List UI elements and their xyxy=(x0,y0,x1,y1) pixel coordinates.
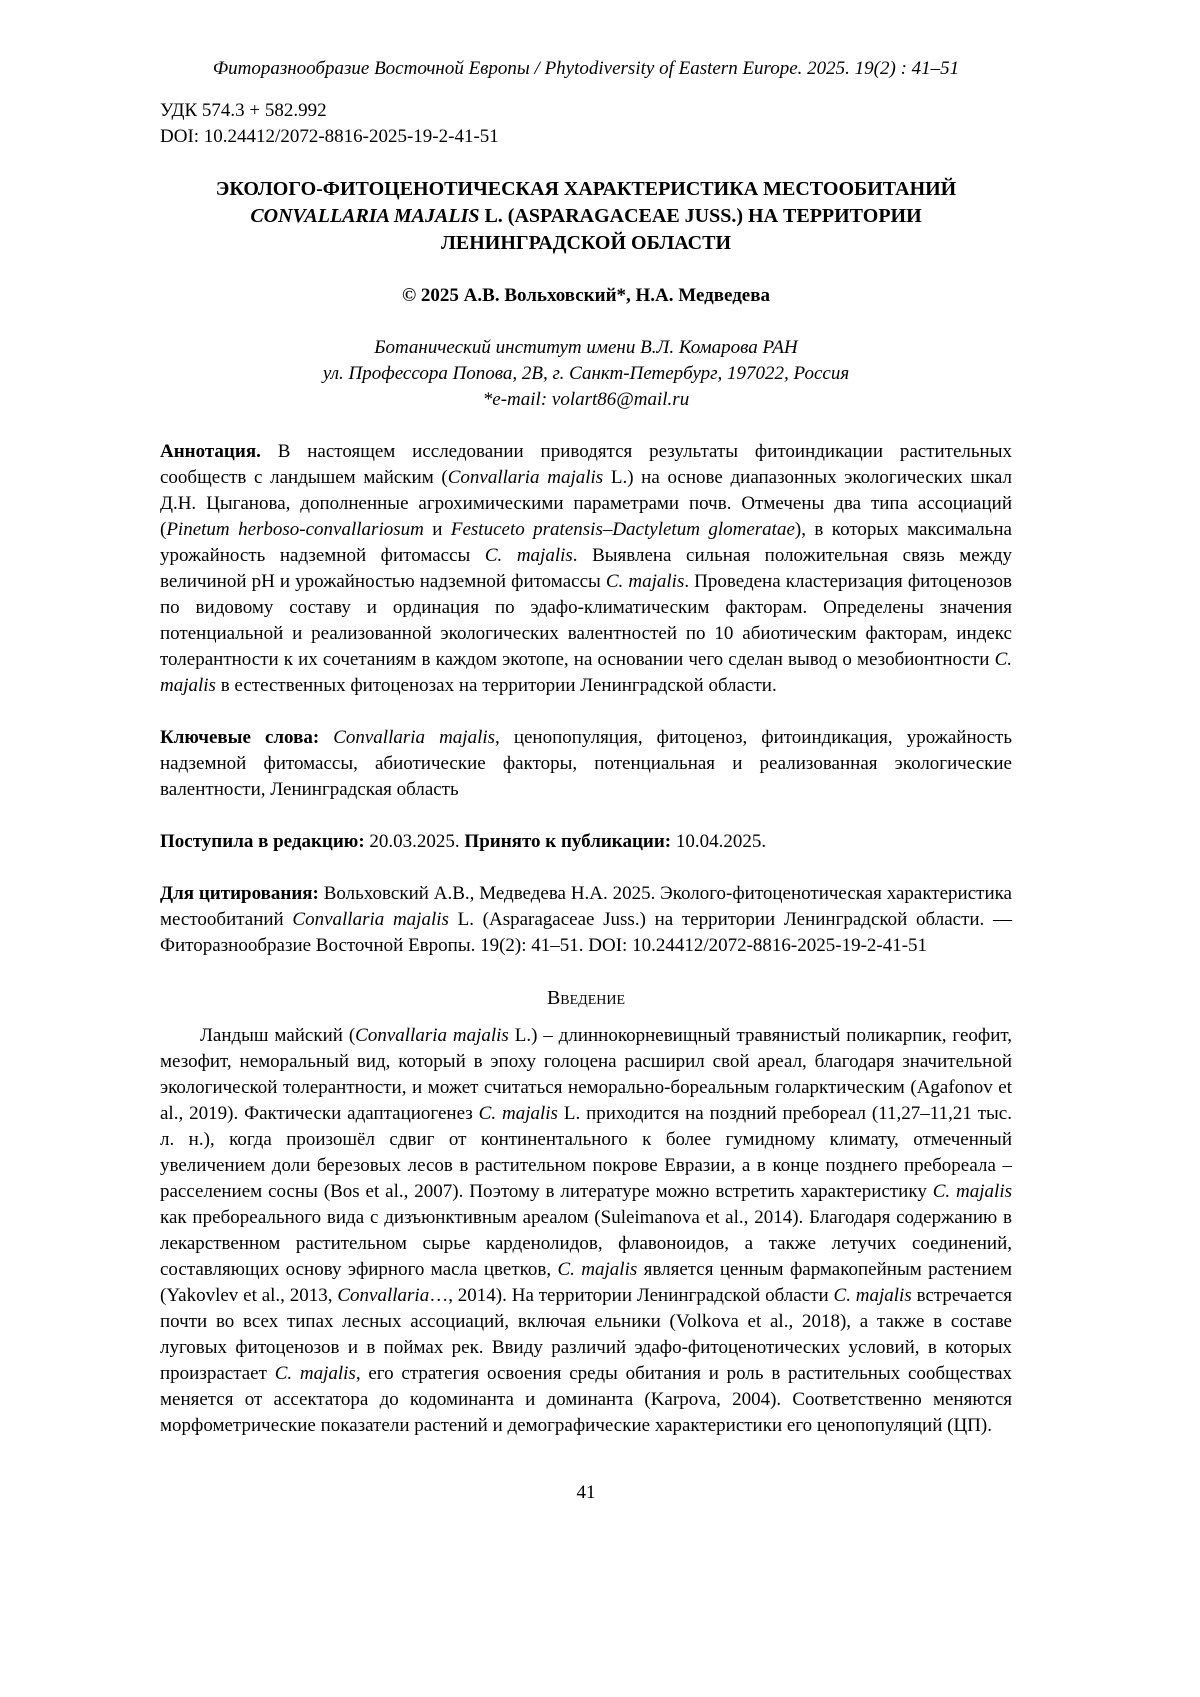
abstract-paragraph: Аннотация. В настоящем исследовании приводятся результаты фитоиндикации растительных сообществ с ландышем майским (Convallaria majalis L.) на основе диапазонных экологических шкал Д.Н. Цыганова, дополненные агрохимическими параметрами почв. Отмечены два типа ассоциаций (Pinetum herboso-convallariosum и Festuceto pratensis–Dactyletum glomeratae), в которых максимальна урожайность надземной фитомассы C. majalis. Выявлена сильная положительная связь между величиной pH и урожайностью надземной фитомассы C. majalis. Проведена кластеризация фитоценозов по видовому составу и ординация по эдафо-климатическим факторам. Определены значения потенциальной и реализованной экологических валентностей по 10 абиотическим факторам, индекс толерантности к их сочетаниям в каждом экотопе, на основании чего сделан вывод о мезобионтности C. majalis в естественных фитоценозах на территории Ленинградской области. xyxy=(160,441,1013,696)
authors-line: © 2025 А.В. Вольховский*, Н.А. Медведева xyxy=(401,285,770,306)
citation-paragraph: Для цитирования: Вольховский А.В., Медведева Н.А. 2025. Эколого-фитоценотическая характеристика местообитаний Convallaria majalis L. (Asparagaceae Juss.) на территории Ленинградской области. — Фиторазнообразие Восточной Европы. 19(2): 41–51. DOI: 10.24412/2072-8816-2025-19-2-41-51 xyxy=(160,883,1012,956)
udk-number: УДК 574.3 + 582.992 xyxy=(160,100,327,121)
section-heading-introduction: Введение xyxy=(546,987,626,1009)
affiliation-email: *e-mail: volart86@mail.ru xyxy=(482,389,690,410)
article-meta xyxy=(160,98,1012,150)
doi-line: DOI: 10.24412/2072-8816-2025-19-2-41-51 xyxy=(160,126,499,147)
page-content xyxy=(160,56,1012,1439)
keywords-paragraph: Ключевые слова: Convallaria majalis, ценопопуляция, фитоценоз, фитоиндикация, урожайность надземной фитомассы, абиотические факторы, потенциальная и реализованная экологические валентности, Ленинградская область xyxy=(160,727,1012,800)
affiliation-block xyxy=(160,335,1012,413)
intro-paragraph: Ландыш майский (Convallaria majalis L.) – длиннокорневищный травянистый поликарпик, геофит, мезофит, неморальный вид, который в эпоху голоцена расширил свой ареал, благодаря значительной экологической толерантности, и может считаться неморально-бореальным голарктическим (Agafonov et al., 2019). Фактически адаптациогенез C. majalis L. приходится на поздний пребореал (11,27–11,21 тыс. л. н.), когда произошёл сдвиг от континентального к более гумидному климату, отмеченный увеличением доли березовых лесов в растительном покрове Евразии, а в конце позднего пребореала – расселением сосны (Bos et al., 2007). Поэтому в литературе можно встретить характеристику C. majalis как пребореального вида с дизъюнктивным ареалом (Suleimanova et al., 2014). Благодаря содержанию в лекарственном растительном сырье карденолидов, флавоноидов, а также летучих соединений, составляющих основу эфирного масла цветков, C. majalis является ценным фармакопейным растением (Yakovlev et al., 2013, Convallaria…, 2014). На территории Ленинградской области C. majalis встречается почти во всех типах лесных ассоциаций, включая ельники (Volkova et al., 2018), а также в составе луговых фитоценозов и в поймах рек. Ввиду различий эдафо-фитоценотических условий, в которых произрастает C. majalis, его стратегия освоения среды обитания и роль в растительных сообществах меняется от ассектатора до кодоминанта и доминанта (Karpova, 2004). Соответственно меняются морфометрические показатели растений и демографические характеристики его ценопопуляций (ЦП). xyxy=(160,1025,1013,1436)
dates-paragraph: Поступила в редакцию: 20.03.2025. Принято к публикации: 10.04.2025. xyxy=(160,831,767,852)
article-title: ЭКОЛОГО-ФИТОЦЕНОТИЧЕСКАЯ ХАРАКТЕРИСТИКА МЕСТООБИТАНИЙ CONVALLARIA MAJALIS L. (ASPARAGACEAE JUSS.) НА ТЕРРИТОРИИ ЛЕНИНГРАДСКОЙ ОБЛАСТИ xyxy=(215,178,957,254)
journal-header: Фиторазнообразие Восточной Европы / Phytodiversity of Eastern Europe. 2025. 19(2) : 41–51 xyxy=(212,58,960,79)
page-number: 41 xyxy=(576,1482,596,1503)
affiliation-address: ул. Профессора Попова, 2В, г. Санкт-Петербург, 197022, Россия xyxy=(322,363,850,384)
affiliation-institute: Ботанический институт имени В.Л. Комарова РАН xyxy=(374,337,798,358)
